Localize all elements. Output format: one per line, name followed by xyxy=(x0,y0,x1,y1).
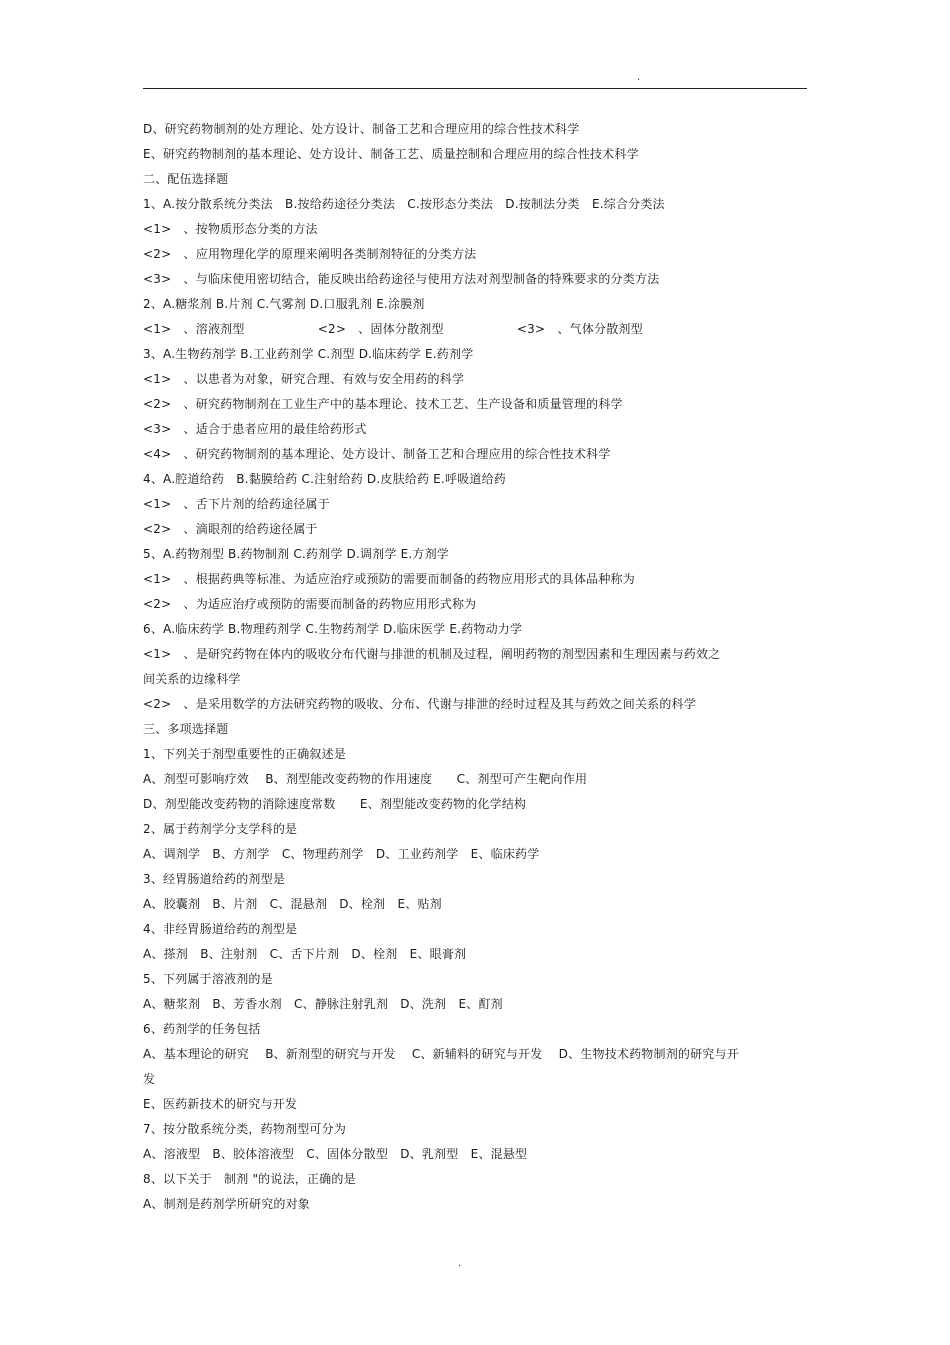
question-options: 2、A.糖浆剂 B.片剂 C.气雾剂 D.口服乳剂 E.涂膜剂 xyxy=(143,297,425,311)
sub-question: <1> 、舌下片剂的给药途径属于 xyxy=(143,497,330,511)
header-rule xyxy=(143,88,807,89)
question-options: 4、A.腔道给药 B.黏膜给药 C.注射给药 D.皮肤给药 E.呼吸道给药 xyxy=(143,472,506,486)
sub-question: <1> 、以患者为对象，研究合理、有效与安全用药的科学 xyxy=(143,372,465,386)
sub-question: <2> 、滴眼剂的给药途径属于 xyxy=(143,522,318,536)
sub-question: <1> 、按物质形态分类的方法 xyxy=(143,222,318,236)
question-options: 1、A.按分散系统分类法 B.按给药途径分类法 C.按形态分类法 D.按制法分类 E.综合分类法 xyxy=(143,197,665,211)
answer-options: A、胶囊剂 B、片剂 C、混悬剂 D、栓剂 E、贴剂 xyxy=(143,897,442,911)
sub-question: <2> 、应用物理化学的原理来阐明各类制剂特征的分类方法 xyxy=(143,247,477,261)
question-stem: 6、药剂学的任务包括 xyxy=(143,1022,261,1036)
section-heading: 三、多项选择题 xyxy=(143,722,229,736)
answer-options: A、制剂是药剂学所研究的对象 xyxy=(143,1197,311,1211)
sub-question: <2> 、为适应治疗或预防的需要而制备的药物应用形式称为 xyxy=(143,597,477,611)
question-stem: 7、按分散系统分类，药物剂型可分为 xyxy=(143,1122,347,1136)
header-dot: . xyxy=(637,72,641,83)
question-options: 3、A.生物药剂学 B.工业药剂学 C.剂型 D.临床药学 E.药剂学 xyxy=(143,347,474,361)
question-options: 5、A.药物剂型 B.药物制剂 C.药剂学 D.调剂学 E.方剂学 xyxy=(143,547,449,561)
answer-options: E、医药新技术的研究与开发 xyxy=(143,1097,298,1111)
answer-options: D、剂型能改变药物的消除速度常数 E、剂型能改变药物的化学结构 xyxy=(143,797,527,811)
sub-question: <4> 、研究药物制剂的基本理论、处方设计、制备工艺和合理应用的综合性技术科学 xyxy=(143,447,611,461)
sub-question: <3> 、适合于患者应用的最佳给药形式 xyxy=(143,422,367,436)
answer-options: A、基本理论的研究 B、新剂型的研究与开发 C、新辅料的研究与开发 D、生物技术药物制剂的研究与开 xyxy=(143,1047,739,1061)
sub-question: <1> 、根据药典等标准、为适应治疗或预防的需要而制备的药物应用形式的具体品种称为 xyxy=(143,572,635,586)
text-line: D、研究药物制剂的处方理论、处方设计、制备工艺和合理应用的综合性技术科学 xyxy=(143,122,580,136)
question-stem: 5、下列属于溶液剂的是 xyxy=(143,972,273,986)
answer-options: A、搽剂 B、注射剂 C、舌下片剂 D、栓剂 E、眼膏剂 xyxy=(143,947,467,961)
sub-question: <2> 、研究药物制剂在工业生产中的基本理论、技术工艺、生产设备和质量管理的科学 xyxy=(143,397,623,411)
question-options: 6、A.临床药学 B.物理药剂学 C.生物药剂学 D.临床医学 E.药物动力学 xyxy=(143,622,523,636)
section-heading: 二、配伍选择题 xyxy=(143,172,229,186)
answer-options-continued: 发 xyxy=(143,1072,156,1086)
answer-options: A、糖浆剂 B、芳香水剂 C、静脉注射乳剂 D、洗剂 E、酊剂 xyxy=(143,997,503,1011)
question-stem: 2、属于药剂学分支学科的是 xyxy=(143,822,298,836)
footer-dot: . xyxy=(458,1258,462,1269)
sub-question: <1> 、是研究药物在体内的吸收分布代谢与排泄的机制及过程，阐明药物的剂型因素和生理因素与药效之 xyxy=(143,647,721,661)
text-line: E、研究药物制剂的基本理论、处方设计、制备工艺、质量控制和合理应用的综合性技术科学 xyxy=(143,147,639,161)
answer-options: A、溶液型 B、胶体溶液型 C、固体分散型 D、乳剂型 E、混悬型 xyxy=(143,1147,528,1161)
question-stem: 8、以下关于 制剂 "的说法，正确的是 xyxy=(143,1172,356,1186)
sub-question: <2> 、是采用数学的方法研究药物的吸收、分布、代谢与排泄的经时过程及其与药效之间关系的科学 xyxy=(143,697,696,711)
answer-options: A、剂型可影响疗效 B、剂型能改变药物的作用速度 C、剂型可产生靶向作用 xyxy=(143,772,588,786)
question-stem: 1、下列关于剂型重要性的正确叙述是 xyxy=(143,747,347,761)
document-body xyxy=(143,119,793,1219)
answer-options: A、调剂学 B、方剂学 C、物理药剂学 D、工业药剂学 E、临床药学 xyxy=(143,847,540,861)
sub-question: <1> 、溶液剂型 <2> 、固体分散剂型 <3> 、气体分散剂型 xyxy=(143,322,643,336)
sub-question-continued: 间关系的边缘科学 xyxy=(143,672,241,686)
question-stem: 4、非经胃肠道给药的剂型是 xyxy=(143,922,298,936)
sub-question: <3> 、与临床使用密切结合，能反映出给药途径与使用方法对剂型制备的特殊要求的分类方法 xyxy=(143,272,660,286)
question-stem: 3、经胃肠道给药的剂型是 xyxy=(143,872,286,886)
